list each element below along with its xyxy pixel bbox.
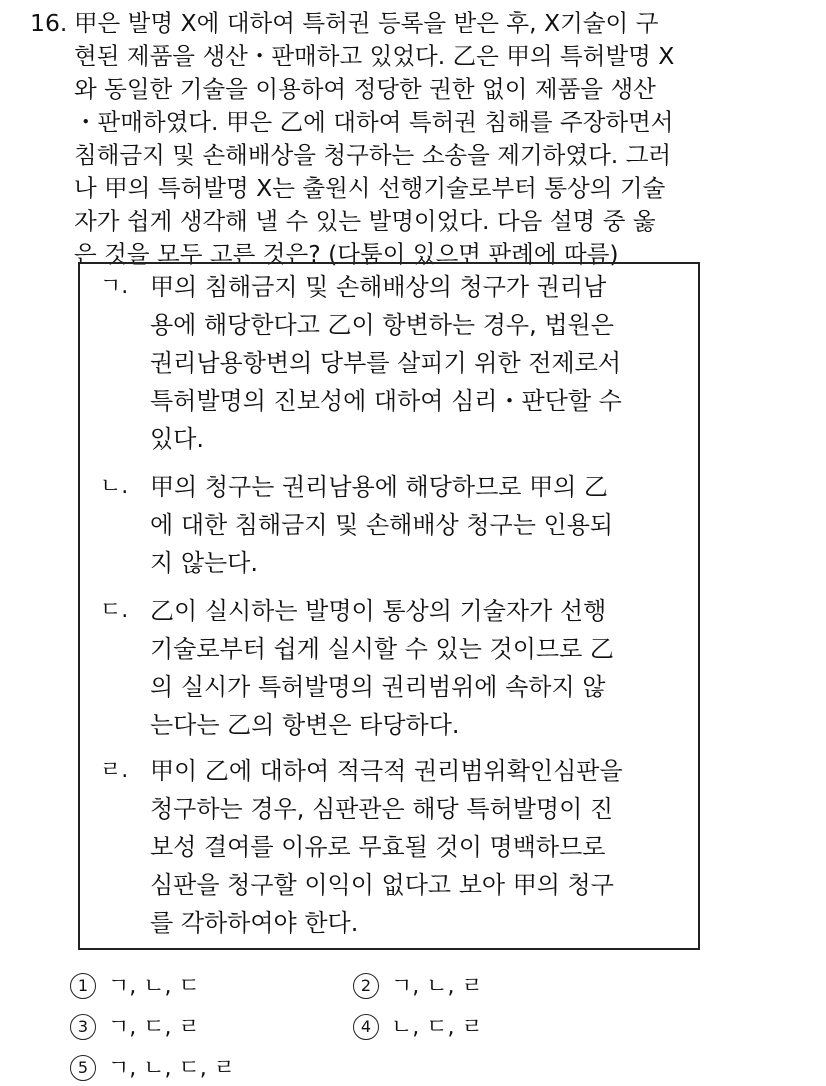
statement-mark: ㄷ. bbox=[100, 598, 129, 623]
statement-line: 특허발명의 진보성에 대하여 심리・판단할 수 bbox=[150, 387, 622, 415]
statement-mark: ㄴ. bbox=[100, 474, 129, 499]
statement-line: 용에 해당한다고 乙이 항변하는 경우, 법원은 bbox=[150, 311, 614, 339]
statement-line: 있다. bbox=[150, 425, 204, 453]
choice-number: 2 bbox=[353, 973, 379, 999]
question-line: 와 동일한 기술을 이용하여 정당한 권한 없이 제품을 생산 bbox=[74, 75, 656, 103]
answer-choice-4[interactable] bbox=[353, 1013, 483, 1043]
choice-number: 1 bbox=[70, 973, 96, 999]
choice-text: ㄱ, ㄴ, ㄷ, ㄹ bbox=[108, 1056, 235, 1081]
statement-line: 甲의 침해금지 및 손해배상의 청구가 권리남 bbox=[150, 273, 607, 301]
statement-line: 甲이 乙에 대하여 적극적 권리범위확인심판을 bbox=[150, 757, 623, 785]
statement-line: 에 대한 침해금지 및 손해배상 청구는 인용되 bbox=[150, 511, 614, 539]
statement-line: 의 실시가 특허발명의 권리범위에 속하지 않 bbox=[150, 673, 606, 701]
statement-line: 청구하는 경우, 심판관은 해당 특허발명이 진 bbox=[150, 795, 614, 823]
question-number: 16. bbox=[30, 9, 68, 37]
question-line: 침해금지 및 손해배상을 청구하는 소송을 제기하였다. 그러 bbox=[74, 141, 672, 169]
question-line: 은 것을 모두 고른 것은? (다툼이 있으면 판례에 따름) bbox=[74, 240, 619, 268]
question-line: 나 甲의 특허발명 X는 출원시 선행기술로부터 통상의 기술 bbox=[74, 174, 666, 202]
choice-number: 3 bbox=[70, 1014, 96, 1040]
statement-mark: ㄱ. bbox=[100, 274, 129, 299]
statement-line: 보성 결여를 이유로 무효될 것이 명백하므로 bbox=[150, 833, 606, 861]
statement-line: 乙이 실시하는 발명이 통상의 기술자가 선행 bbox=[150, 597, 607, 625]
statement-line: 심판을 청구할 이익이 없다고 보아 甲의 청구 bbox=[150, 871, 614, 899]
question-line: 현된 제품을 생산・판매하고 있었다. 乙은 甲의 특허발명 X bbox=[74, 42, 675, 70]
question-line: ・판매하였다. 甲은 乙에 대하여 특허권 침해를 주장하면서 bbox=[74, 108, 674, 136]
choice-text: ㄴ, ㄷ, ㄹ bbox=[391, 1015, 483, 1040]
statement-line: 권리남용항변의 당부를 살피기 위한 전제로서 bbox=[150, 349, 622, 377]
choice-text: ㄱ, ㄴ, ㄷ bbox=[108, 974, 200, 999]
statement-line: 지 않는다. bbox=[150, 549, 258, 577]
choice-text: ㄱ, ㄴ, ㄹ bbox=[391, 974, 483, 999]
statement-line: 甲의 청구는 권리남용에 해당하므로 甲의 乙 bbox=[150, 473, 608, 501]
answer-choice-5[interactable] bbox=[70, 1054, 235, 1084]
statement-line: 를 각하하여야 한다. bbox=[150, 909, 359, 937]
choice-text: ㄱ, ㄷ, ㄹ bbox=[108, 1015, 200, 1040]
answer-choice-1[interactable] bbox=[70, 972, 200, 1002]
answer-choice-3[interactable] bbox=[70, 1013, 200, 1043]
answer-choice-2[interactable] bbox=[353, 972, 483, 1002]
statement-line: 는다는 乙의 항변은 타당하다. bbox=[150, 711, 460, 739]
question-line: 자가 쉽게 생각해 낼 수 있는 발명이었다. 다음 설명 중 옳 bbox=[74, 207, 656, 235]
choice-number: 4 bbox=[353, 1014, 379, 1040]
statement-mark: ㄹ. bbox=[100, 758, 129, 783]
statement-line: 기술로부터 쉽게 실시할 수 있는 것이므로 乙 bbox=[150, 635, 614, 663]
question-line: 甲은 발명 X에 대하여 특허권 등록을 받은 후, X기술이 구 bbox=[74, 9, 659, 37]
choice-number: 5 bbox=[70, 1055, 96, 1081]
